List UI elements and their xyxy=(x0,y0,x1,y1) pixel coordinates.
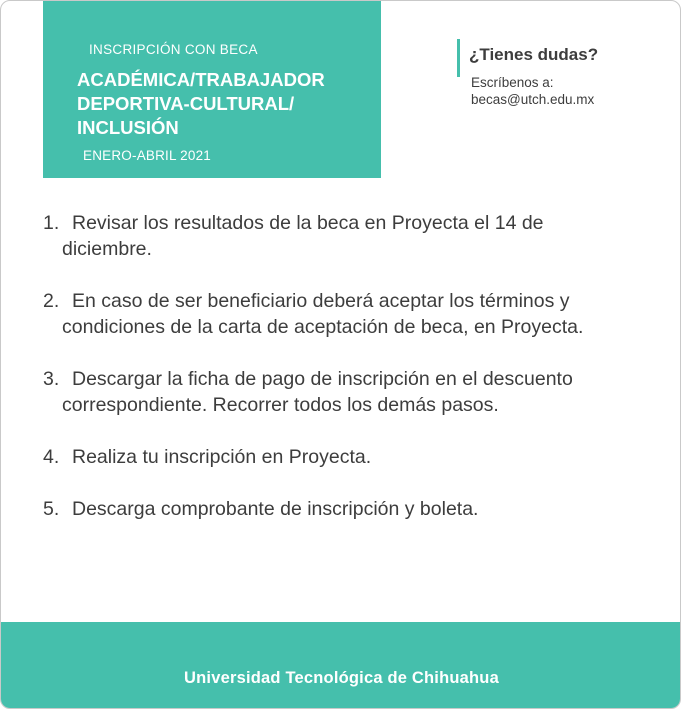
step-item xyxy=(43,288,633,340)
header-title-line: ACADÉMICA/TRABAJADOR xyxy=(77,69,325,90)
step-text: Descarga comprobante de inscripción y boleta. xyxy=(72,498,479,520)
step-item xyxy=(43,210,633,262)
step-text: Descargar la ficha de pago de inscripción en el descuento correspondiente. Recorrer todos los demás pasos. xyxy=(62,368,573,416)
step-number: 2. xyxy=(43,290,60,312)
contact-box xyxy=(457,39,657,109)
footer-banner xyxy=(1,622,681,709)
contact-prompt: Escríbenos a: xyxy=(471,75,554,90)
header-title-line: DEPORTIVA-CULTURAL/ xyxy=(77,93,295,114)
step-text: Realiza tu inscripción en Proyecta. xyxy=(72,446,372,468)
contact-email[interactable]: becas@utch.edu.mx xyxy=(471,92,595,107)
step-item xyxy=(43,496,633,522)
header-banner xyxy=(43,1,381,178)
contact-title: ¿Tienes dudas? xyxy=(469,45,599,64)
step-text: Revisar los resultados de la beca en Proyecta el 14 de diciembre. xyxy=(62,212,544,260)
contact-accent-bar xyxy=(457,39,460,77)
header-subtitle: INSCRIPCIÓN CON BECA xyxy=(89,42,258,57)
header-title-line: INCLUSIÓN xyxy=(77,117,179,138)
step-item xyxy=(43,444,633,470)
header-title xyxy=(77,68,377,140)
step-item xyxy=(43,366,633,418)
step-number: 3. xyxy=(43,368,60,390)
step-text: En caso de ser beneficiario deberá aceptar los términos y condiciones de la carta de aceptación de beca, en Proyecta. xyxy=(62,290,584,338)
step-number: 5. xyxy=(43,498,60,520)
step-number: 1. xyxy=(43,212,60,234)
steps-list xyxy=(43,210,633,548)
header-period: ENERO-ABRIL 2021 xyxy=(83,148,212,163)
institution-name: Universidad Tecnológica de Chihuahua xyxy=(184,669,499,687)
step-number: 4. xyxy=(43,446,60,468)
